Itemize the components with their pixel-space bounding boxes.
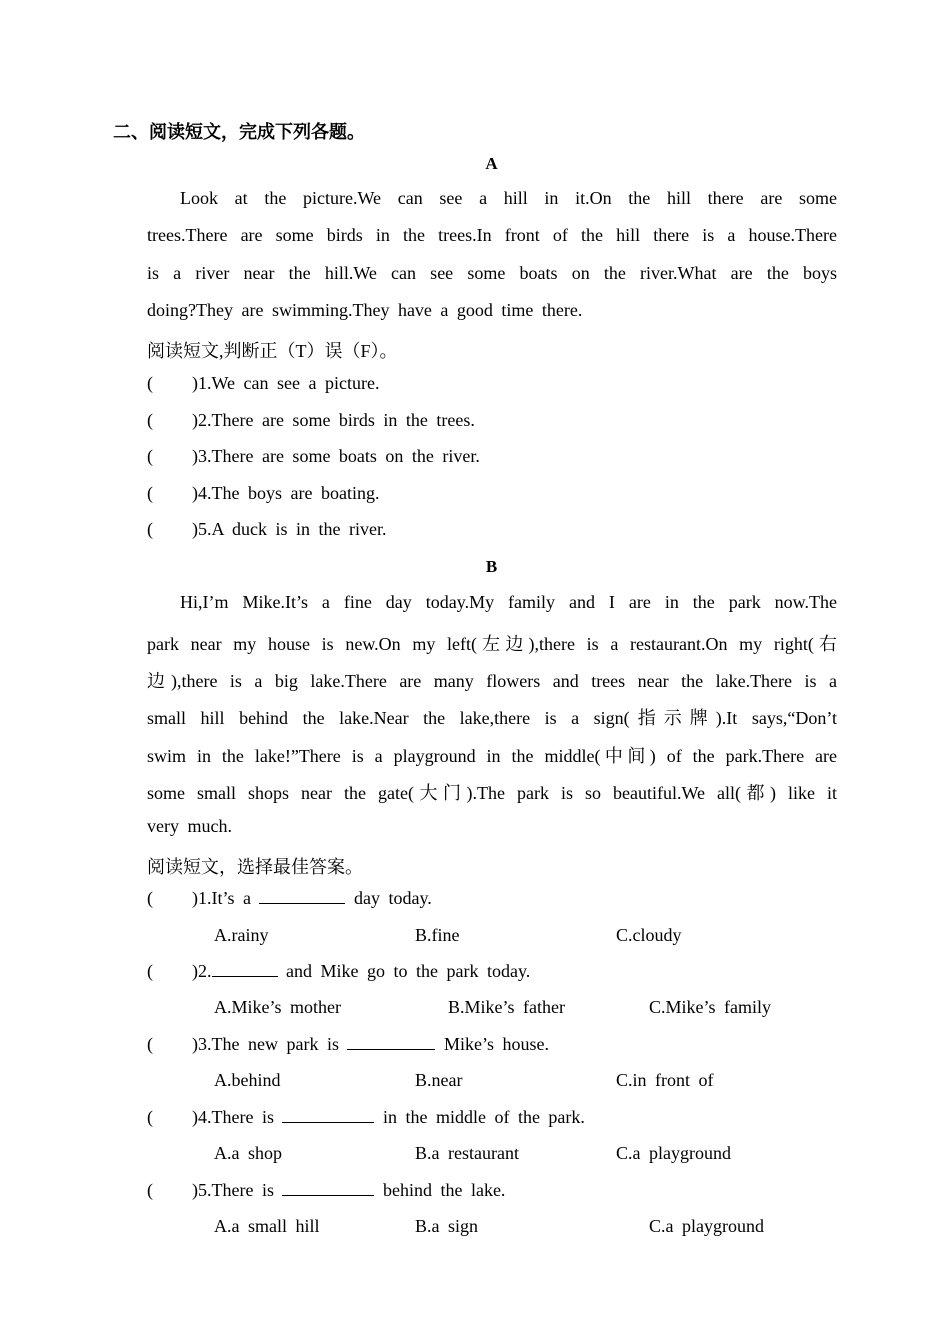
option-b[interactable]: B.fine [415, 925, 460, 945]
answer-paren[interactable]: ( [147, 483, 153, 503]
answer-blank[interactable] [259, 889, 345, 904]
answer-paren[interactable]: ( [147, 410, 153, 430]
passage-b-instruction: 阅读短文，选择最佳答案。 [147, 857, 363, 877]
passage-b-line: swim in the lake!”There is a playground in the middle(中间) of the park.There are [147, 746, 837, 766]
question-stem: )3.The new park is [192, 1034, 339, 1054]
answer-paren[interactable]: ( [147, 888, 153, 908]
passage-a-line: trees.There are some birds in the trees.In front of the hill there is a house.There [147, 225, 837, 245]
option-c[interactable]: C.a playground [649, 1216, 764, 1236]
question-stem-end: and Mike go to the park today. [286, 961, 531, 981]
option-c[interactable]: C.Mike’s family [649, 997, 771, 1017]
passage-a-line: is a river near the hill.We can see some boats on the river.What are the boys [147, 263, 837, 283]
passage-b-line: park near my house is new.On my left(左边),there is a restaurant.On my right(右 [147, 634, 837, 654]
answer-paren[interactable]: ( [147, 446, 153, 466]
question-stem-end: behind the lake. [382, 1180, 506, 1200]
passage-a-line: Look at the picture.We can see a hill in it.On the hill there are some [180, 188, 837, 208]
option-b[interactable]: B.a restaurant [415, 1143, 519, 1163]
answer-paren[interactable]: ( [147, 1107, 153, 1127]
option-a[interactable]: A.behind [214, 1070, 281, 1090]
passage-b-title: B [485, 557, 498, 576]
question-stem: )5.There is [192, 1180, 274, 1200]
option-b[interactable]: B.a sign [415, 1216, 479, 1236]
question-text: )5.A duck is in the river. [192, 519, 387, 539]
mc-question [147, 961, 530, 982]
option-b[interactable]: B.Mike’s father [448, 997, 565, 1017]
passage-b-line: small hill behind the lake.Near the lake,there is a sign(指示牌).It says,“Don’t [147, 708, 837, 728]
question-stem-end: Mike’s house. [443, 1034, 549, 1054]
option-c[interactable]: C.cloudy [616, 925, 682, 945]
passage-a-title: A [485, 154, 498, 173]
section-heading: 二、阅读短文，完成下列各题。 [113, 122, 365, 142]
tf-question[interactable] [147, 446, 480, 467]
answer-paren[interactable]: ( [147, 961, 153, 981]
question-text: )4.The boys are boating. [192, 483, 380, 503]
answer-paren[interactable]: ( [147, 373, 153, 393]
tf-question[interactable] [147, 519, 386, 540]
option-a[interactable]: A.a shop [214, 1143, 282, 1163]
answer-blank[interactable] [347, 1035, 435, 1050]
option-a[interactable]: A.a small hill [214, 1216, 320, 1236]
passage-b-line: 边),there is a big lake.There are many flowers and trees near the lake.There is a [147, 671, 837, 691]
passage-b-line: some small shops near the gate(大门).The park is so beautiful.We all(都) like it [147, 783, 837, 803]
option-a[interactable]: A.Mike’s mother [214, 997, 341, 1017]
question-text: )3.There are some boats on the river. [192, 446, 480, 466]
option-c[interactable]: C.in front of [616, 1070, 714, 1090]
mc-question [147, 1034, 549, 1055]
passage-b-line: Hi,I’m Mike.It’s a fine day today.My family and I are in the park now.The [180, 592, 837, 612]
question-text: )2.There are some birds in the trees. [192, 410, 475, 430]
question-stem: )2. [192, 961, 212, 981]
mc-question [147, 1180, 505, 1201]
option-c[interactable]: C.a playground [616, 1143, 731, 1163]
question-stem: )1.It’s a [192, 888, 251, 908]
mc-question [147, 888, 432, 909]
tf-question[interactable] [147, 483, 379, 504]
question-stem-end: day today. [353, 888, 432, 908]
answer-blank[interactable] [212, 962, 278, 977]
question-text: )1.We can see a picture. [192, 373, 380, 393]
answer-blank[interactable] [282, 1181, 374, 1196]
passage-b-line: very much. [147, 816, 232, 836]
mc-question [147, 1107, 585, 1128]
option-a[interactable]: A.rainy [214, 925, 269, 945]
question-stem-end: in the middle of the park. [382, 1107, 585, 1127]
question-stem: )4.There is [192, 1107, 274, 1127]
answer-paren[interactable]: ( [147, 1034, 153, 1054]
tf-question[interactable] [147, 410, 475, 431]
passage-a-line: doing?They are swimming.They have a good time there. [147, 300, 583, 320]
answer-paren[interactable]: ( [147, 519, 153, 539]
tf-question[interactable] [147, 373, 379, 394]
answer-paren[interactable]: ( [147, 1180, 153, 1200]
answer-blank[interactable] [282, 1108, 374, 1123]
option-b[interactable]: B.near [415, 1070, 463, 1090]
passage-a-instruction: 阅读短文,判断正（T）误（F）。 [147, 341, 398, 361]
